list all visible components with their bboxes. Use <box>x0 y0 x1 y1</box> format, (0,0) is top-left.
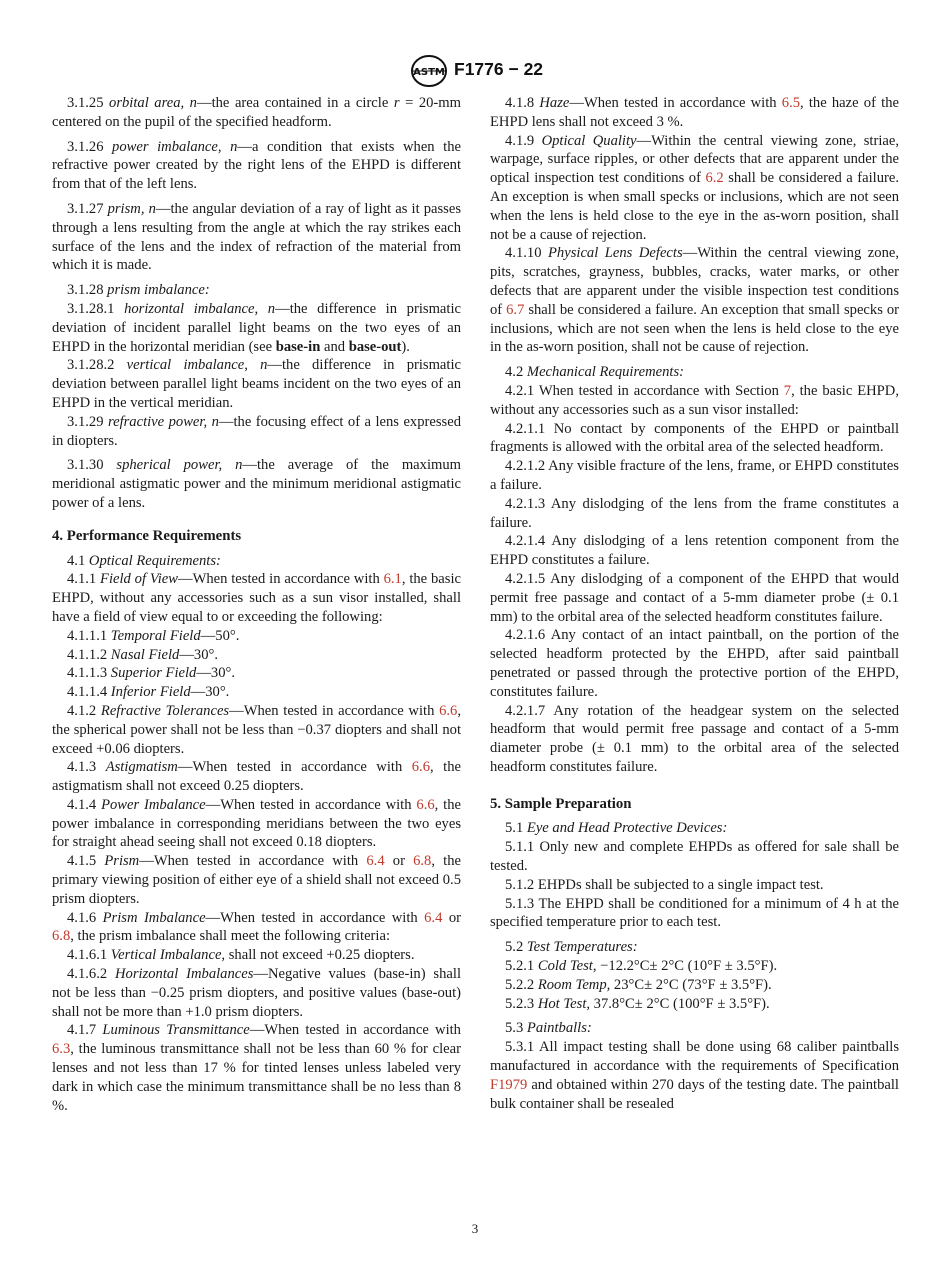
para-5-2-3: 5.2.3 Hot Test, 37.8°C± 2°C (100°F ± 3.5°F). <box>505 995 770 1012</box>
para-4-1-1-1: 4.1.1.1 Temporal Field—50°. <box>67 627 240 644</box>
para-4-1: 4.1 Optical Requirements: <box>67 552 221 569</box>
ref-link-6-6[interactable]: 6.6 <box>416 796 435 813</box>
page-number: 3 <box>471 1221 479 1236</box>
ref-link-6-1[interactable]: 6.1 <box>383 571 402 588</box>
para-3-1-28-1: 3.1.28.1 horizontal imbalance, n—the difference in prismatic deviation of incident parallel light beams on the two eyes of an EHPD in the horizontal meridian (see base-in and base-out). <box>52 300 461 355</box>
ref-link-section-7[interactable]: 7 <box>783 382 792 399</box>
para-3-1-28: 3.1.28 prism imbalance: <box>67 282 210 299</box>
para-4-1-2: 4.1.2 Refractive Tolerances—When tested in accordance with 6.6, the spherical power shall not be less than −0.37 diopters and shall not exceed +0.06 diopters. <box>52 702 461 757</box>
para-4-2-1-2: 4.2.1.2 Any visible fracture of the lens, frame, or EHPD constitutes a failure. <box>490 458 899 493</box>
para-4-1-1-4: 4.1.1.4 Inferior Field—30°. <box>67 684 230 701</box>
section-heading-5: 5. Sample Preparation <box>490 795 632 812</box>
para-4-2-1-4: 4.2.1.4 Any dislodging of a lens retention component from the EHPD constitutes a failure. <box>490 533 900 569</box>
para-5-1-2: 5.1.2 EHPDs shall be subjected to a single impact test. <box>505 876 824 893</box>
ref-link-6-8[interactable]: 6.8 <box>52 928 71 945</box>
para-5-1-3: 5.1.3 The EHPD shall be conditioned for a minimum of 4 h at the specified temperature prior to each test. <box>490 895 899 931</box>
para-4-1-5: 4.1.5 Prism—When tested in accordance with 6.4 or 6.8, the primary viewing position of either eye of a shield shall not exceed 0.5 prism diopters. <box>52 853 461 907</box>
para-4-2-1-5: 4.2.1.5 Any dislodging of a component of the EHPD that would permit free passage and contact of a 5-mm diameter probe (± 0.1 mm) to the orbital area of the selected headform constitutes failure. <box>490 570 899 625</box>
para-4-1-7: 4.1.7 Luminous Transmittance—When tested in accordance with 6.3, the luminous transmittance shall not be less than 60 % for clear lenses and not less than 17 % for tinted lenses unless labeled very dark in which case the minimum transmittance shall be no less than 8 %. <box>52 1022 461 1114</box>
para-4-1-9: 4.1.9 Optical Quality—Within the central viewing zone, striae, warpage, surface ripples, or other defects that are apparent under the optical inspection test conditions of 6.2 shall be considered a failure. An exception is when small specks or inclusions, which are not seen when the lens is held close to the eye in the as-worn position, shall not be a cause of rejection. <box>490 132 900 243</box>
para-4-2-1: 4.2.1 When tested in accordance with Section 7, the basic EHPD, without any accessories such as a sun visor installed: <box>490 382 899 418</box>
para-3-1-29: 3.1.29 refractive power, n—the focusing effect of a lens expressed in diopters. <box>52 413 461 449</box>
para-4-1-6: 4.1.6 Prism Imbalance—When tested in accordance with 6.4 or 6.8, the prism imbalance shall meet the following criteria: <box>52 909 461 945</box>
para-4-1-6-2: 4.1.6.2 Horizontal Imbalances—Negative values (base-in) shall not be less than −0.25 prism diopters, and positive values (base-out) shall not be more than +1.0 prism diopters. <box>52 966 461 1020</box>
para-4-1-1-2: 4.1.1.2 Nasal Field—30°. <box>67 646 218 663</box>
para-5-2: 5.2 Test Temperatures: <box>505 939 638 956</box>
para-5-3: 5.3 Paintballs: <box>505 1020 592 1037</box>
para-4-1-10: 4.1.10 Physical Lens Defects—Within the central viewing zone, pits, scratches, grayness, bubbles, cracks, water marks, or other defects that are apparent under the visible inspection test conditions of 6.7 shall be considered a failure. An exception that small specks or inclusions, which are not seen when the lens is held close to the eye in the as-worn position, shall not be cause of rejection. <box>490 245 899 356</box>
standard-designation: F1776 − 22 <box>454 59 544 79</box>
para-3-1-28-2: 3.1.28.2 vertical imbalance, n—the difference in prismatic deviation between parallel light beams incident on the two eyes of an EHPD in the vertical meridian. <box>52 357 462 411</box>
svg-text:ASTM: ASTM <box>413 67 445 78</box>
para-4-2-1-6: 4.2.1.6 Any contact of an intact paintball, on the portion of the selected headform protected by the EHPD, after said paintball penetrated or passed through the protective portion of the EHPD, constitutes failure. <box>490 627 899 700</box>
para-4-2: 4.2 Mechanical Requirements: <box>505 364 685 381</box>
para-4-1-8: 4.1.8 Haze—When tested in accordance with 6.5, the haze of the EHPD lens shall not exceed 3 %. <box>490 95 899 130</box>
ref-link-6-6[interactable]: 6.6 <box>411 759 430 776</box>
ref-link-6-4[interactable]: 6.4 <box>366 853 385 870</box>
ref-link-6-3[interactable]: 6.3 <box>52 1041 71 1058</box>
para-5-2-1: 5.2.1 Cold Test, −12.2°C± 2°C (10°F ± 3.5°F). <box>505 958 778 975</box>
para-3-1-27: 3.1.27 prism, n—the angular deviation of a ray of light as it passes through a lens resulting from the angle at which the ray strikes each surface of the lens and the index of refraction of the material from which it is made. <box>52 200 462 274</box>
ref-link-6-5[interactable]: 6.5 <box>781 95 801 111</box>
ref-link-f1979[interactable]: F1979 <box>490 1076 528 1093</box>
section-heading-4: 4. Performance Requirements <box>52 527 242 544</box>
para-4-1-1: 4.1.1 Field of View—When tested in accordance with 6.1, the basic EHPD, without any accessories such as a sun visor installed, shall have a field of view equal to or exceeding the following: <box>52 571 461 625</box>
para-3-1-26: 3.1.26 power imbalance, n—a condition that exists when the refractive power created by the right lens of the EHPD is different from that of the left lens. <box>52 138 461 193</box>
ref-link-6-4[interactable]: 6.4 <box>424 909 443 926</box>
para-3-1-30: 3.1.30 spherical power, n—the average of the maximum meridional astigmatic power and the minimum meridional astigmatic power of a lens. <box>52 457 462 511</box>
ref-link-6-8[interactable]: 6.8 <box>413 853 432 870</box>
left-column <box>52 94 461 1115</box>
ref-link-6-7[interactable]: 6.7 <box>506 301 525 318</box>
para-4-2-1-1: 4.2.1.1 No contact by components of the EHPD or paintball fragments is allowed with the orbital area of the selected headform. <box>490 420 899 456</box>
right-column <box>490 94 899 1113</box>
para-3-1-25: 3.1.25 orbital area, n—the area contained in a circle r = 20-mm centered on the pupil of the specified headform. <box>52 95 461 130</box>
para-4-2-1-3: 4.2.1.3 Any dislodging of the lens from the frame constitutes a failure. <box>490 495 900 531</box>
astm-logo-icon <box>410 54 448 88</box>
page-header <box>0 58 950 84</box>
para-4-2-1-7: 4.2.1.7 Any rotation of the headgear system on the selected headform that would permit free passage and contact of a 5-mm diameter probe (± 0.1 mm) to the orbital area of the selected headform constitutes failure. <box>490 702 899 775</box>
para-5-1-1: 5.1.1 Only new and complete EHPDs as offered for sale shall be tested. <box>490 839 899 875</box>
para-4-1-4: 4.1.4 Power Imbalance—When tested in accordance with 6.6, the power imbalance in corresponding meridians between the two eyes for straight ahead seeing shall not exceed 0.18 diopters. <box>52 796 461 851</box>
para-4-1-6-1: 4.1.6.1 Vertical Imbalance, shall not exceed +0.25 diopters. <box>67 947 415 964</box>
para-5-2-2: 5.2.2 Room Temp, 23°C± 2°C (73°F ± 3.5°F). <box>505 976 772 993</box>
para-5-1: 5.1 Eye and Head Protective Devices: <box>505 820 728 837</box>
ref-link-6-6[interactable]: 6.6 <box>439 702 458 719</box>
para-4-1-1-3: 4.1.1.3 Superior Field—30°. <box>67 665 236 682</box>
para-4-1-3: 4.1.3 Astigmatism—When tested in accordance with 6.6, the astigmatism shall not exceed 0.25 diopters. <box>52 759 461 795</box>
ref-link-6-2[interactable]: 6.2 <box>705 170 724 187</box>
para-5-3-1: 5.3.1 All impact testing shall be done using 68 caliber paintballs manufactured in accordance with the requirements of Specification F1979 and obtained within 270 days of the testing date. The paintball bulk container shall be resealed <box>490 1039 899 1112</box>
